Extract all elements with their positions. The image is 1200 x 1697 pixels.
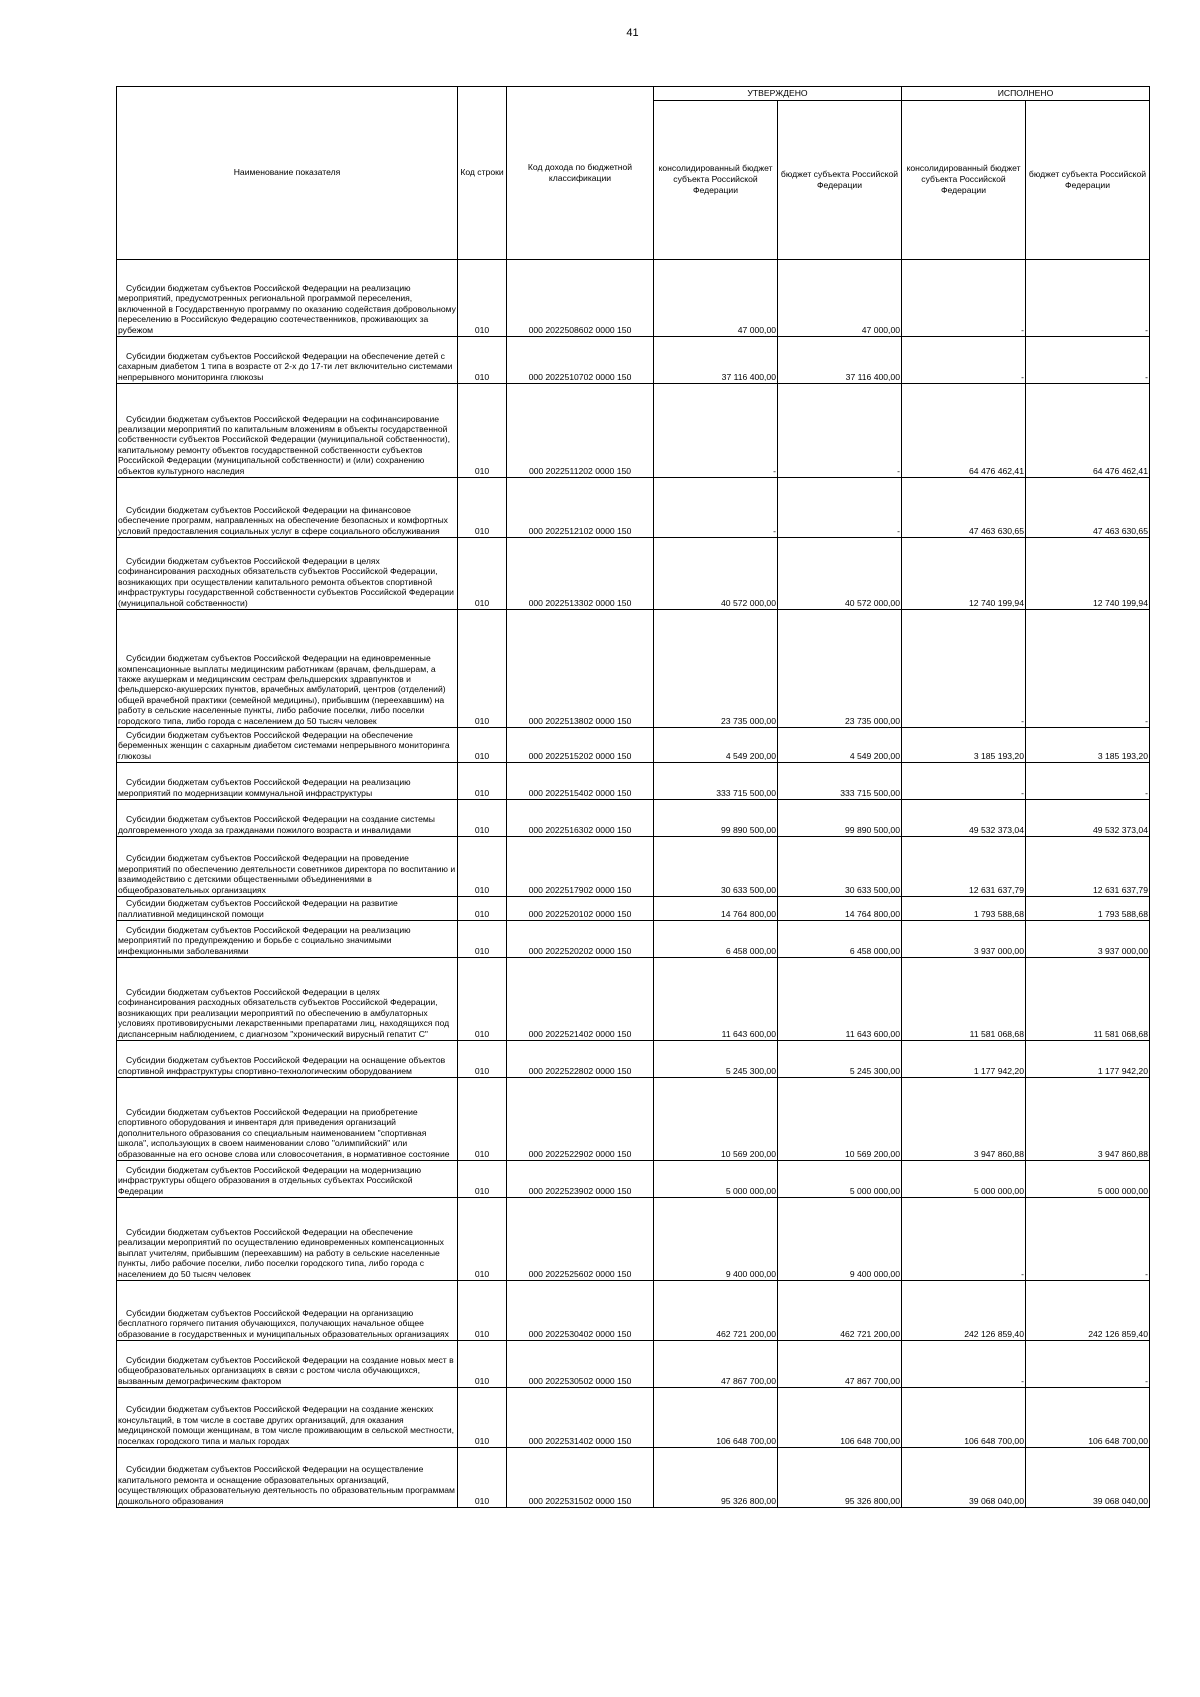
row-code: 010 [458, 610, 507, 728]
table-row [117, 728, 1150, 763]
header-approved: УТВЕРЖДЕНО [654, 87, 902, 101]
row-executed-subject: 1 177 942,20 [1026, 1041, 1150, 1078]
table-row [117, 1388, 1150, 1448]
table-row [117, 337, 1150, 384]
row-executed-consolidated: 47 463 630,65 [902, 478, 1026, 538]
row-approved-subject: 14 764 800,00 [778, 897, 902, 921]
row-executed-subject: - [1026, 1341, 1150, 1388]
header-code: Код строки [458, 87, 507, 260]
row-approved-consolidated: 40 572 000,00 [654, 538, 778, 610]
row-code: 010 [458, 921, 507, 958]
row-executed-subject: 39 068 040,00 [1026, 1448, 1150, 1508]
row-approved-subject: 47 000,00 [778, 260, 902, 337]
row-approved-consolidated: 47 000,00 [654, 260, 778, 337]
row-executed-subject: - [1026, 610, 1150, 728]
row-name: Субсидии бюджетам субъектов Российской Федерации на обеспечение детей с сахарным диабетом 1 типа в возрасте от 2-х до 17-ти лет включительно системами непрерывного мониторинга глюкозы [117, 337, 458, 384]
row-code: 010 [458, 958, 507, 1041]
row-name: Субсидии бюджетам субъектов Российской Федерации в целях софинансирования расходных обязательств субъектов Российской Федерации, возникающих при реализации мероприятий по обеспечению в амбулаторных условиях противовирусными лекарственными препаратами лиц, находящихся под диспансерным наблюдением, с диагнозом "хронический вирусный гепатит С" [117, 958, 458, 1041]
table-row [117, 260, 1150, 337]
row-name: Субсидии бюджетам субъектов Российской Федерации на модернизацию инфраструктуры общего образования в отдельных субъектах Российской Федерации [117, 1161, 458, 1198]
row-approved-subject: 95 326 800,00 [778, 1448, 902, 1508]
row-approved-consolidated: 99 890 500,00 [654, 800, 778, 837]
row-name: Субсидии бюджетам субъектов Российской Федерации на финансовое обеспечение программ, направленных на обеспечение безопасных и комфортных условий предоставления социальных услуг в сфере социального обслуживания [117, 478, 458, 538]
row-code: 010 [458, 837, 507, 897]
table-row [117, 1281, 1150, 1341]
row-executed-subject: 12 740 199,94 [1026, 538, 1150, 610]
row-executed-subject: 64 476 462,41 [1026, 384, 1150, 478]
row-code: 010 [458, 1388, 507, 1448]
row-approved-consolidated: 14 764 800,00 [654, 897, 778, 921]
row-executed-consolidated: - [902, 610, 1026, 728]
row-kbk: 000 2022516302 0000 150 [507, 800, 654, 837]
row-executed-consolidated: - [902, 1341, 1026, 1388]
row-approved-subject: - [778, 478, 902, 538]
row-approved-consolidated: 23 735 000,00 [654, 610, 778, 728]
row-executed-subject: 11 581 068,68 [1026, 958, 1150, 1041]
row-approved-consolidated: 462 721 200,00 [654, 1281, 778, 1341]
row-executed-subject: - [1026, 260, 1150, 337]
row-executed-subject: 242 126 859,40 [1026, 1281, 1150, 1341]
row-name: Субсидии бюджетам субъектов Российской Федерации на организацию бесплатного горячего питания обучающихся, получающих начальное общее образование в государственных и муниципальных образовательных организациях [117, 1281, 458, 1341]
row-name: Субсидии бюджетам субъектов Российской Федерации на реализацию мероприятий по модернизации коммунальной инфраструктуры [117, 763, 458, 800]
table-row [117, 958, 1150, 1041]
table-row [117, 800, 1150, 837]
budget-table [116, 86, 1150, 1508]
table-body [117, 260, 1150, 1508]
row-executed-subject: 49 532 373,04 [1026, 800, 1150, 837]
row-kbk: 000 2022530402 0000 150 [507, 1281, 654, 1341]
row-approved-consolidated: 11 643 600,00 [654, 958, 778, 1041]
table-row [117, 1078, 1150, 1161]
row-executed-consolidated: 106 648 700,00 [902, 1388, 1026, 1448]
header-name: Наименование показателя [117, 87, 458, 260]
row-approved-consolidated: 6 458 000,00 [654, 921, 778, 958]
row-approved-consolidated: 30 633 500,00 [654, 837, 778, 897]
row-approved-subject: 462 721 200,00 [778, 1281, 902, 1341]
row-kbk: 000 2022513802 0000 150 [507, 610, 654, 728]
row-code: 010 [458, 337, 507, 384]
row-executed-subject: - [1026, 1198, 1150, 1281]
row-code: 010 [458, 478, 507, 538]
row-executed-consolidated: - [902, 1198, 1026, 1281]
row-name: Субсидии бюджетам субъектов Российской Федерации на создание системы долговременного ухода за гражданами пожилого возраста и инвалидами [117, 800, 458, 837]
row-code: 010 [458, 1341, 507, 1388]
row-executed-consolidated: 242 126 859,40 [902, 1281, 1026, 1341]
row-name: Субсидии бюджетам субъектов Российской Федерации на проведение мероприятий по обеспечению деятельности советников директора по воспитанию и взаимодействию с детскими общественными объединениями в общеобразовательных организациях [117, 837, 458, 897]
header-executed-subject: бюджет субъекта Российской Федерации [1026, 101, 1150, 260]
row-approved-subject: 37 116 400,00 [778, 337, 902, 384]
row-name: Субсидии бюджетам субъектов Российской Федерации на обеспечение реализации мероприятий по осуществлению единовременных компенсационных выплат учителям, прибывшим (переехавшим) на работу в сельские населенные пункты, либо рабочие поселки, либо поселки городского типа, либо города с населением до 50 тысяч человек [117, 1198, 458, 1281]
row-executed-consolidated: 64 476 462,41 [902, 384, 1026, 478]
row-kbk: 000 2022531502 0000 150 [507, 1448, 654, 1508]
table-row [117, 1341, 1150, 1388]
row-kbk: 000 2022517902 0000 150 [507, 837, 654, 897]
header-kbk: Код дохода по бюджетной классификации [507, 87, 654, 260]
row-executed-consolidated: 49 532 373,04 [902, 800, 1026, 837]
row-executed-consolidated: 12 740 199,94 [902, 538, 1026, 610]
row-approved-subject: 23 735 000,00 [778, 610, 902, 728]
row-code: 010 [458, 1078, 507, 1161]
row-name: Субсидии бюджетам субъектов Российской Федерации на реализацию мероприятий, предусмотренных региональной программой переселения, включенной в Государственную программу по оказанию содействия добровольному переселению в Российскую Федерацию соотечественников, проживающих за рубежом [117, 260, 458, 337]
row-code: 010 [458, 763, 507, 800]
page-number: 41 [626, 27, 639, 39]
row-approved-subject: 10 569 200,00 [778, 1078, 902, 1161]
row-approved-consolidated: 5 000 000,00 [654, 1161, 778, 1198]
table-row [117, 1041, 1150, 1078]
row-approved-consolidated: 10 569 200,00 [654, 1078, 778, 1161]
row-name: Субсидии бюджетам субъектов Российской Федерации на приобретение спортивного оборудования и инвентаря для приведения организаций дополнительного образования со специальным наименованием "спортивная школа", использующих в своем наименовании слово "олимпийский" или образованные на его основе слова или словосочетания, в нормативное состояние [117, 1078, 458, 1161]
row-name: Субсидии бюджетам субъектов Российской Федерации на обеспечение беременных женщин с сахарным диабетом системами непрерывного мониторинга глюкозы [117, 728, 458, 763]
table-row [117, 478, 1150, 538]
table-row [117, 1448, 1150, 1508]
row-executed-subject: 47 463 630,65 [1026, 478, 1150, 538]
row-approved-subject: 4 549 200,00 [778, 728, 902, 763]
row-approved-subject: 5 000 000,00 [778, 1161, 902, 1198]
row-executed-subject: 106 648 700,00 [1026, 1388, 1150, 1448]
row-approved-consolidated: 47 867 700,00 [654, 1341, 778, 1388]
row-kbk: 000 2022512102 0000 150 [507, 478, 654, 538]
row-name: Субсидии бюджетам субъектов Российской Федерации на оснащение объектов спортивной инфраструктуры спортивно-технологическим оборудованием [117, 1041, 458, 1078]
row-code: 010 [458, 728, 507, 763]
row-approved-subject: 9 400 000,00 [778, 1198, 902, 1281]
row-executed-subject: 3 947 860,88 [1026, 1078, 1150, 1161]
row-executed-consolidated: 3 185 193,20 [902, 728, 1026, 763]
row-code: 010 [458, 1041, 507, 1078]
table-row [117, 897, 1150, 921]
row-kbk: 000 2022523902 0000 150 [507, 1161, 654, 1198]
row-name: Субсидии бюджетам субъектов Российской Федерации на развитие паллиативной медицинской помощи [117, 897, 458, 921]
row-approved-consolidated: 95 326 800,00 [654, 1448, 778, 1508]
row-kbk: 000 2022530502 0000 150 [507, 1341, 654, 1388]
row-executed-subject: 3 937 000,00 [1026, 921, 1150, 958]
row-kbk: 000 2022520202 0000 150 [507, 921, 654, 958]
row-executed-consolidated: - [902, 763, 1026, 800]
row-executed-consolidated: 1 177 942,20 [902, 1041, 1026, 1078]
row-executed-subject: 5 000 000,00 [1026, 1161, 1150, 1198]
row-code: 010 [458, 1198, 507, 1281]
row-approved-consolidated: 5 245 300,00 [654, 1041, 778, 1078]
row-executed-subject: 1 793 588,68 [1026, 897, 1150, 921]
row-kbk: 000 2022525602 0000 150 [507, 1198, 654, 1281]
row-code: 010 [458, 538, 507, 610]
header-executed: ИСПОЛНЕНО [902, 87, 1150, 101]
row-code: 010 [458, 1161, 507, 1198]
row-code: 010 [458, 1281, 507, 1341]
table-row [117, 837, 1150, 897]
row-approved-subject: 5 245 300,00 [778, 1041, 902, 1078]
row-approved-subject: 40 572 000,00 [778, 538, 902, 610]
row-executed-consolidated: 3 947 860,88 [902, 1078, 1026, 1161]
row-executed-consolidated: 3 937 000,00 [902, 921, 1026, 958]
row-kbk: 000 2022521402 0000 150 [507, 958, 654, 1041]
table-row [117, 610, 1150, 728]
row-approved-subject: 99 890 500,00 [778, 800, 902, 837]
table-row [117, 763, 1150, 800]
row-executed-subject: 3 185 193,20 [1026, 728, 1150, 763]
table-row [117, 921, 1150, 958]
table-row [117, 384, 1150, 478]
row-executed-consolidated: 5 000 000,00 [902, 1161, 1026, 1198]
row-approved-consolidated: - [654, 478, 778, 538]
row-executed-consolidated: 39 068 040,00 [902, 1448, 1026, 1508]
row-approved-consolidated: 4 549 200,00 [654, 728, 778, 763]
table-row [117, 1161, 1150, 1198]
row-kbk: 000 2022520102 0000 150 [507, 897, 654, 921]
row-executed-consolidated: 11 581 068,68 [902, 958, 1026, 1041]
row-executed-consolidated: - [902, 260, 1026, 337]
row-kbk: 000 2022522802 0000 150 [507, 1041, 654, 1078]
row-code: 010 [458, 384, 507, 478]
row-approved-subject: 333 715 500,00 [778, 763, 902, 800]
header-approved-subject: бюджет субъекта Российской Федерации [778, 101, 902, 260]
row-executed-subject: - [1026, 337, 1150, 384]
header-approved-consolidated: консолидированный бюджет субъекта Российской Федерации [654, 101, 778, 260]
row-kbk: 000 2022511202 0000 150 [507, 384, 654, 478]
table-row [117, 538, 1150, 610]
row-approved-consolidated: 333 715 500,00 [654, 763, 778, 800]
row-approved-subject: 47 867 700,00 [778, 1341, 902, 1388]
row-kbk: 000 2022515202 0000 150 [507, 728, 654, 763]
header-executed-consolidated: консолидированный бюджет субъекта Российской Федерации [902, 101, 1026, 260]
row-approved-consolidated: 37 116 400,00 [654, 337, 778, 384]
row-name: Субсидии бюджетам субъектов Российской Федерации на создание новых мест в общеобразовательных организациях в связи с ростом числа обучающихся, вызванным демографическим фактором [117, 1341, 458, 1388]
row-name: Субсидии бюджетам субъектов Российской Федерации на осуществление капитального ремонта и оснащение образовательных организаций, осуществляющих образовательную деятельность по образовательным программам дошкольного образования [117, 1448, 458, 1508]
row-executed-consolidated: 1 793 588,68 [902, 897, 1026, 921]
row-approved-subject: 106 648 700,00 [778, 1388, 902, 1448]
table-row [117, 1198, 1150, 1281]
row-approved-subject: - [778, 384, 902, 478]
row-approved-subject: 6 458 000,00 [778, 921, 902, 958]
table-header [117, 87, 1150, 260]
row-kbk: 000 2022522902 0000 150 [507, 1078, 654, 1161]
row-code: 010 [458, 1448, 507, 1508]
row-approved-consolidated: 9 400 000,00 [654, 1198, 778, 1281]
row-name: Субсидии бюджетам субъектов Российской Федерации в целях софинансирования расходных обязательств субъектов Российской Федерации, возникающих при осуществлении капитального ремонта объектов спортивной инфраструктуры государственной собственности субъектов Российской Федерации (муниципальной собственности) [117, 538, 458, 610]
row-name: Субсидии бюджетам субъектов Российской Федерации на софинансирование реализации мероприятий по капитальным вложениям в объекты государственной собственности субъектов Российской Федерации (муниципальной собственности), капитальному ремонту объектов государственной собственности субъектов Российской Федерации (муниципальной собственности) и (или) сохранению объектов культурного наследия [117, 384, 458, 478]
row-executed-consolidated: 12 631 637,79 [902, 837, 1026, 897]
row-code: 010 [458, 260, 507, 337]
row-approved-subject: 30 633 500,00 [778, 837, 902, 897]
row-kbk: 000 2022515402 0000 150 [507, 763, 654, 800]
row-name: Субсидии бюджетам субъектов Российской Федерации на реализацию мероприятий по предупреждению и борьбе с социально значимыми инфекционными заболеваниями [117, 921, 458, 958]
row-name: Субсидии бюджетам субъектов Российской Федерации на единовременные компенсационные выплаты медицинским работникам (врачам, фельдшерам, а также акушеркам и медицинским сестрам фельдшерских здравпунктов и фельдшерско-акушерских пунктов, врачебных амбулаторий, центров (отделений) общей врачебной практики (семейной медицины), прибывшим (переехавшим) на работу в сельские населенные пункты, либо рабочие поселки, либо поселки городского типа, либо города с населением до 50 тысяч человек [117, 610, 458, 728]
row-approved-consolidated: - [654, 384, 778, 478]
row-approved-consolidated: 106 648 700,00 [654, 1388, 778, 1448]
row-kbk: 000 2022531402 0000 150 [507, 1388, 654, 1448]
row-code: 010 [458, 800, 507, 837]
row-approved-subject: 11 643 600,00 [778, 958, 902, 1041]
row-executed-subject: - [1026, 763, 1150, 800]
row-kbk: 000 2022510702 0000 150 [507, 337, 654, 384]
row-code: 010 [458, 897, 507, 921]
row-executed-subject: 12 631 637,79 [1026, 837, 1150, 897]
row-kbk: 000 2022513302 0000 150 [507, 538, 654, 610]
row-kbk: 000 2022508602 0000 150 [507, 260, 654, 337]
row-name: Субсидии бюджетам субъектов Российской Федерации на создание женских консультаций, в том числе в составе других организаций, для оказания медицинской помощи женщинам, в том числе проживающим в сельской местности, поселках городского типа и малых городах [117, 1388, 458, 1448]
row-executed-consolidated: - [902, 337, 1026, 384]
